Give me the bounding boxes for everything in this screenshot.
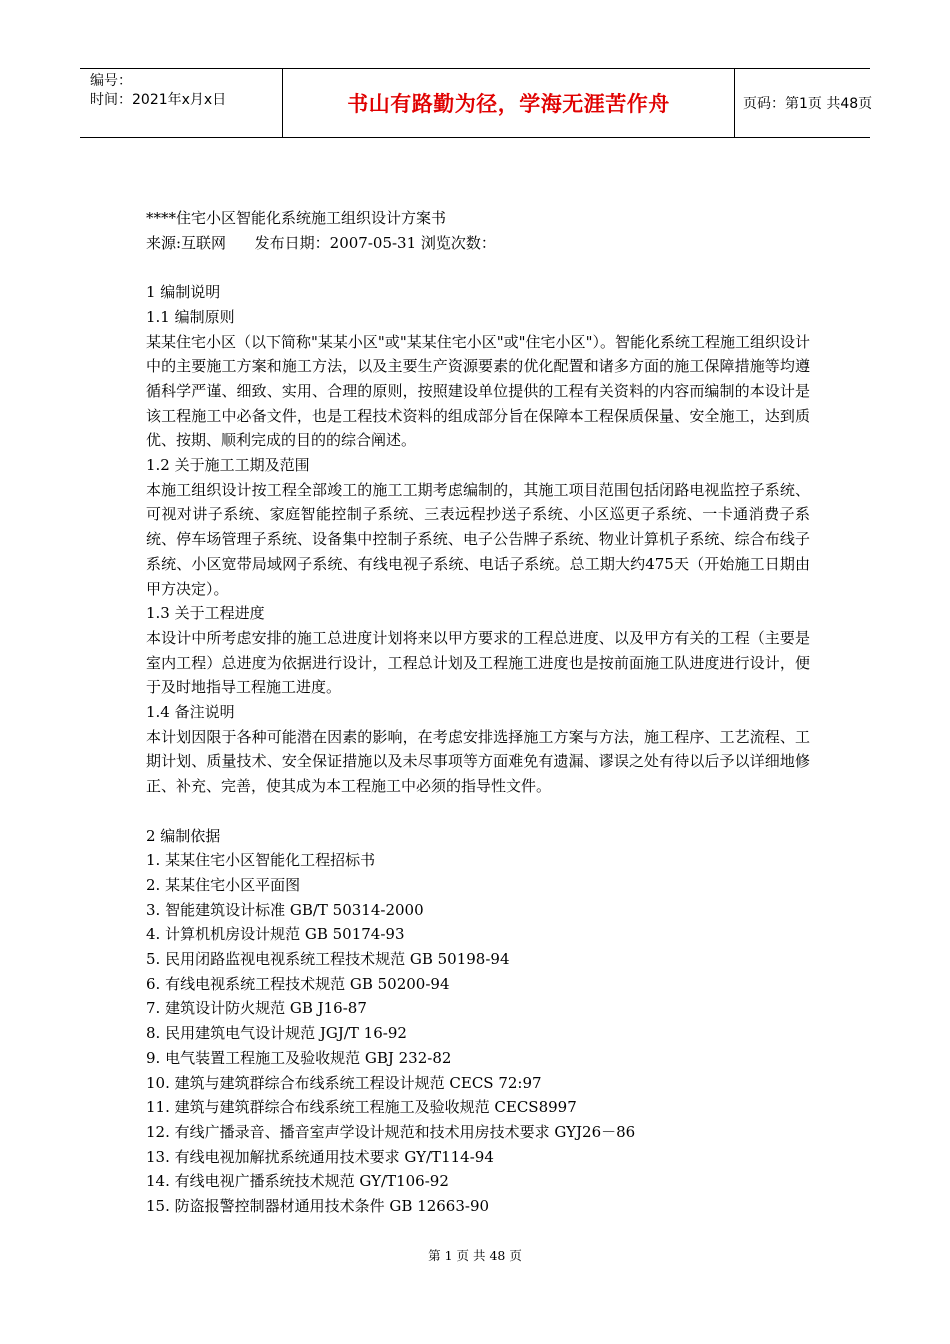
subsection-heading-1-3: 1.3 关于工程进度: [146, 604, 265, 623]
reference-item: 10. 建筑与建筑群综合布线系统工程设计规范 CECS 72:97: [146, 1073, 542, 1092]
doc-source-line: 来源:互联网 发布日期：2007-05-31 浏览次数：: [146, 233, 496, 252]
reference-item: 8. 民用建筑电气设计规范 JGJ/T 16-92: [146, 1024, 407, 1043]
header-page-number: 页码：第1页 共48页: [743, 96, 873, 112]
reference-item: 14. 有线电视广播系统技术规范 GY/T106-92: [146, 1172, 449, 1191]
reference-item: 5. 民用闭路监视电视系统工程技术规范 GB 50198-94: [146, 950, 510, 969]
section-heading-1: 1 编制说明: [146, 283, 221, 302]
paragraph-1-4: 本计划因限于各种可能潜在因素的影响，在考虑安排选择施工方案与方法，施工程序、工艺流程、工期计划、质量技术、安全保证措施以及未尽事项等方面难免有遗漏、谬误之处有待以后予以详细地修正、补充、完善，使其成为本工程施工中必须的指导性文件。: [146, 727, 810, 796]
doc-number-label: 编号：: [90, 73, 132, 89]
header-motto: 书山有路勤为径，学海无涯苦作舟: [347, 92, 670, 116]
reference-item: 9. 电气装置工程施工及验收规范 GBJ 232-82: [146, 1048, 452, 1067]
reference-item: 13. 有线电视加解扰系统通用技术要求 GY/T114-94: [146, 1147, 494, 1166]
paragraph-1-1: 某某住宅小区（以下简称"某某小区"或"某某住宅小区"或"住宅小区"）。智能化系统工程施工组织设计中的主要施工方案和施工方法，以及主要生产资源要素的优化配置和诸多方面的施工保障措施等均遵循科学严谨、细致、实用、合理的原则，按照建设单位提供的工程有关资料的内容而编制的本设计是该工程施工中必备文件，也是工程技术资料的组成部分旨在保障本工程保质保量、安全施工，达到质优、按期、顺利完成的目的的综合阐述。: [146, 332, 810, 450]
spacer: [146, 799, 810, 824]
reference-item: 11. 建筑与建筑群综合布线系统工程施工及验收规范 CECS8997: [146, 1098, 577, 1117]
page-footer: 第 1 页 共 48 页: [428, 1248, 522, 1263]
paragraph-1-3: 本设计中所考虑安排的施工总进度计划将来以甲方要求的工程总进度、以及甲方有关的工程（主要是室内工程）总进度为依据进行设计，工程总计划及工程施工进度也是按前面施工队进度进行设计，便于及时地指导工程施工进度。: [146, 628, 810, 697]
document-body: [146, 206, 810, 1219]
reference-list: [146, 848, 810, 1219]
header-meta: [80, 69, 283, 137]
page-header: [80, 68, 873, 138]
subsection-heading-1-2: 1.2 关于施工工期及范围: [146, 456, 310, 475]
subsection-heading-1-1: 1.1 编制原则: [146, 307, 235, 326]
reference-item: 15. 防盗报警控制器材通用技术条件 GB 12663-90: [146, 1197, 490, 1216]
doc-title: ****住宅小区智能化系统施工组织设计方案书: [146, 209, 447, 227]
reference-item: 1. 某某住宅小区智能化工程招标书: [146, 851, 376, 870]
reference-item: 12. 有线广播录音、播音室声学设计规范和技术用房技术要求 GYJ26－86: [146, 1122, 636, 1141]
spacer: [146, 255, 810, 280]
paragraph-1-2: 本施工组织设计按工程全部竣工的施工工期考虑编制的，其施工项目范围包括闭路电视监控子系统、可视对讲子系统、家庭智能控制子系统、三表远程抄送子系统、小区巡更子系统、一卡通消费子系统、停车场管理子系统、设备集中控制子系统、电子公告牌子系统、物业计算机子系统、综合布线子系统、小区宽带局域网子系统、有线电视子系统、电话子系统。总工期大约475天（开始施工日期由甲方决定）。: [146, 480, 810, 598]
doc-time-label: 时间：2021年x月x日: [90, 92, 227, 108]
reference-item: 2. 某某住宅小区平面图: [146, 875, 301, 894]
reference-item: 4. 计算机机房设计规范 GB 50174-93: [146, 925, 405, 944]
subsection-heading-1-4: 1.4 备注说明: [146, 703, 235, 722]
header-motto-cell: [283, 69, 735, 137]
reference-item: 7. 建筑设计防火规范 GB J16-87: [146, 999, 367, 1018]
section-heading-2: 2 编制依据: [146, 826, 221, 845]
reference-item: 6. 有线电视系统工程技术规范 GB 50200-94: [146, 974, 450, 993]
reference-item: 3. 智能建筑设计标准 GB/T 50314-2000: [146, 900, 424, 919]
